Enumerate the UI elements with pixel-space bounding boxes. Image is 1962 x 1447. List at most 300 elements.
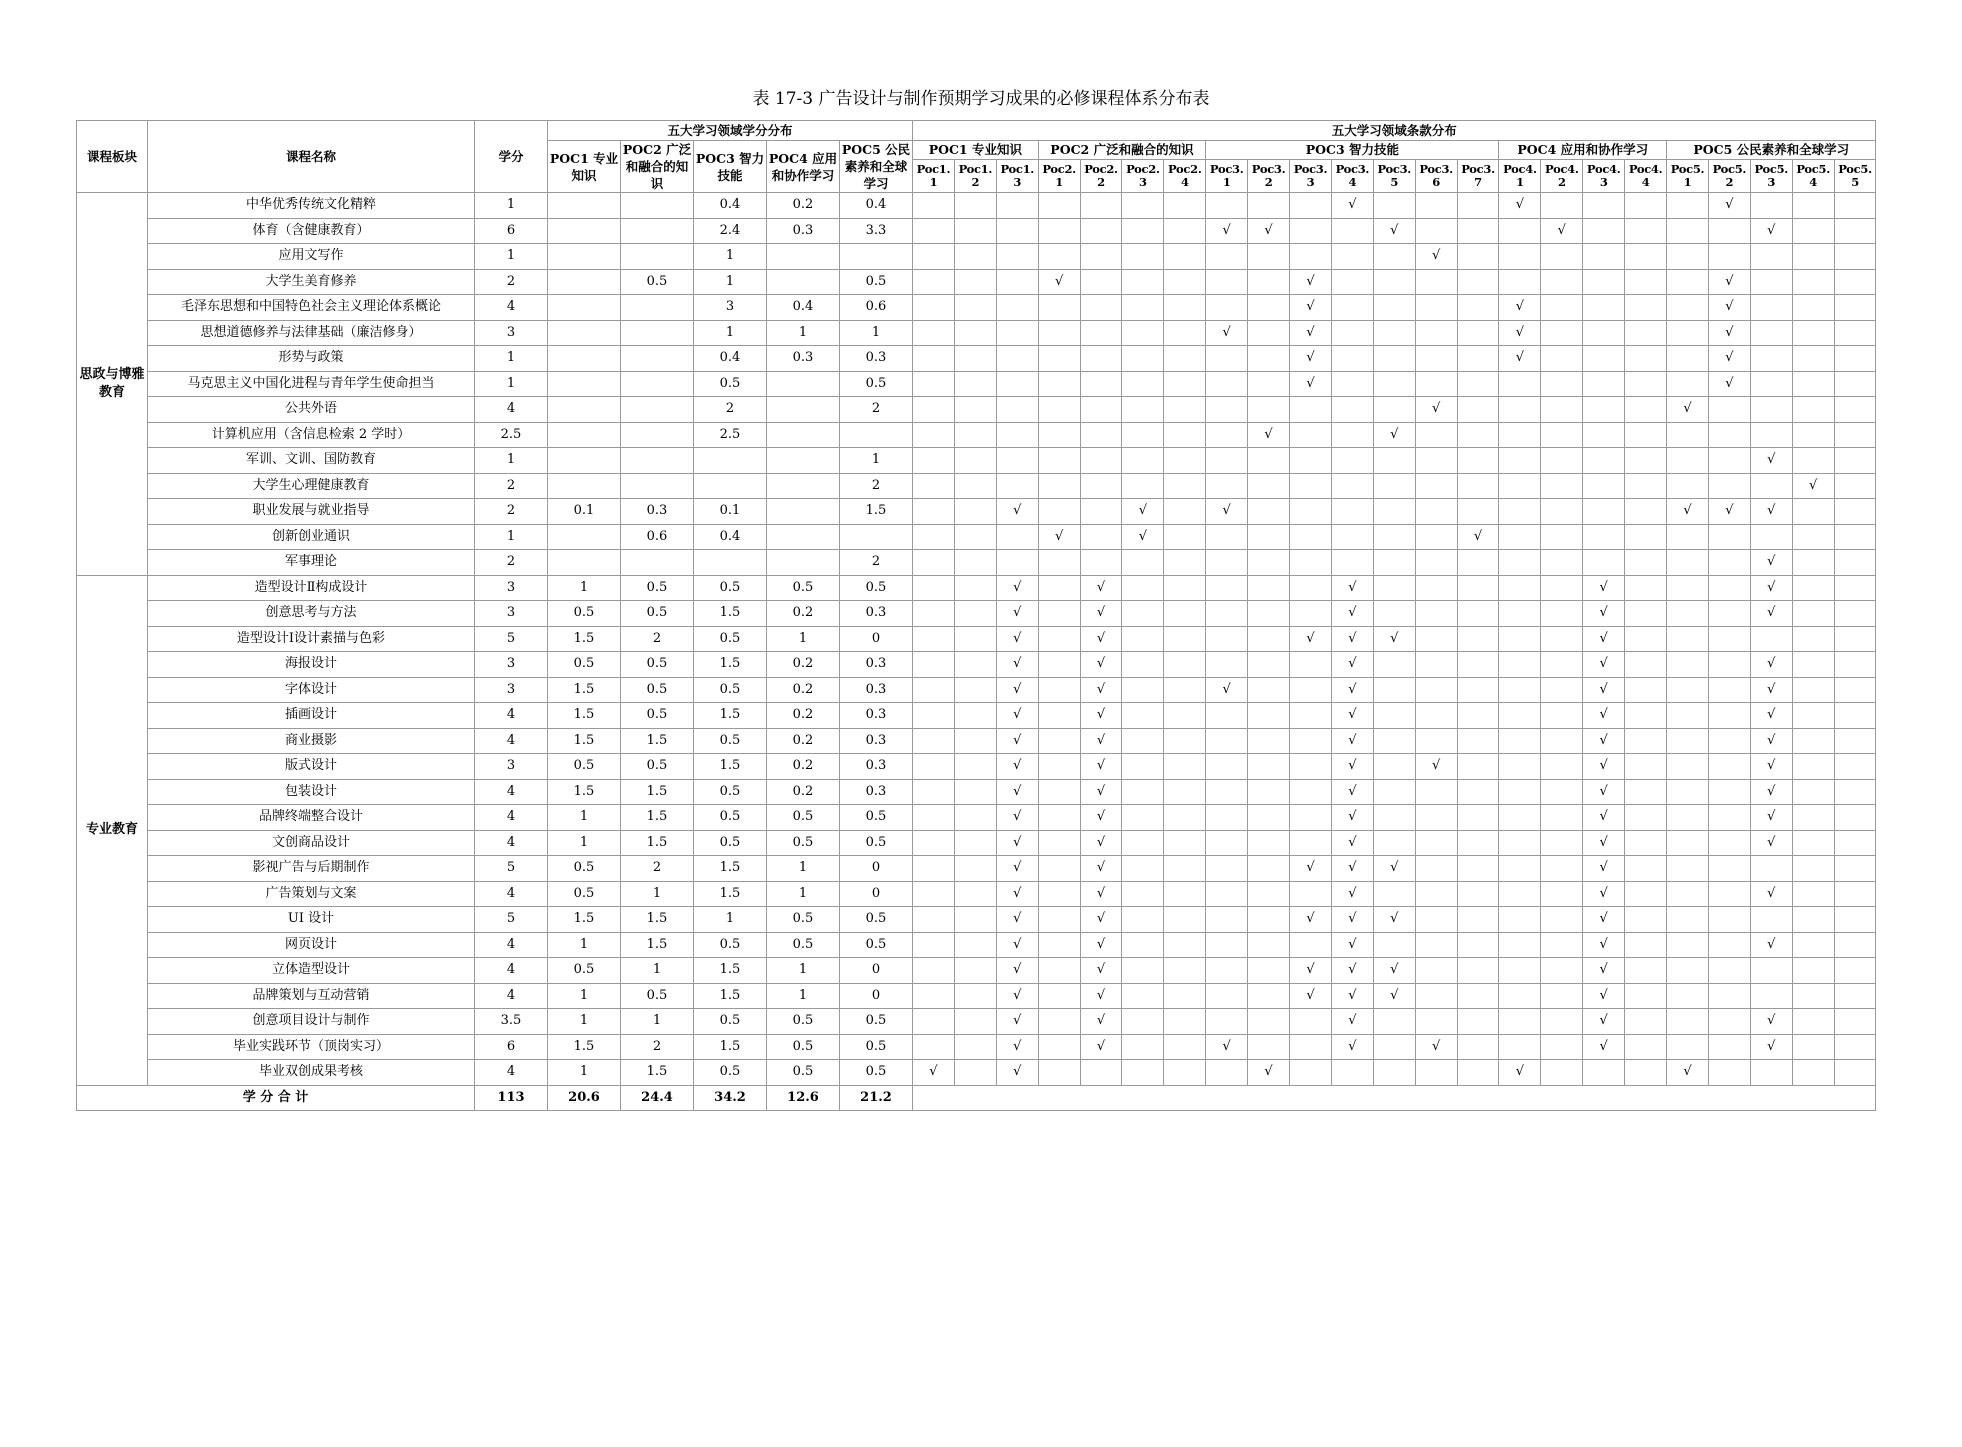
clause-cell-13 (1415, 932, 1457, 958)
clause-cell-16 (1541, 422, 1583, 448)
dist-poc3: 0.1 (694, 499, 767, 525)
dist-poc3: 0.5 (694, 830, 767, 856)
clause-cell-5 (1080, 371, 1122, 397)
check-mark: √ (1331, 907, 1373, 933)
clause-cell-2 (954, 193, 996, 219)
clause-cell-21 (1750, 193, 1792, 219)
dist-poc5 (840, 422, 913, 448)
clause-cell-10 (1290, 805, 1332, 831)
clause-cell-5 (1080, 269, 1122, 295)
clause-cell-6 (1122, 473, 1164, 499)
clause-cell-13 (1415, 779, 1457, 805)
check-mark: √ (996, 830, 1038, 856)
clause-cell-16 (1541, 1009, 1583, 1035)
clause-cell-13 (1415, 626, 1457, 652)
clause-cell-2 (954, 856, 996, 882)
clause-cell-13 (1415, 983, 1457, 1009)
clause-cell-18 (1625, 779, 1667, 805)
clause-cell-1 (913, 448, 955, 474)
dist-poc3: 1.5 (694, 652, 767, 678)
clause-cell-19 (1667, 983, 1709, 1009)
clause-cell-15 (1499, 907, 1541, 933)
clause-cell-1 (913, 346, 955, 372)
clause-cell-14 (1457, 499, 1499, 525)
clause-cell-7 (1164, 907, 1206, 933)
total-dist-poc2: 24.4 (621, 1085, 694, 1110)
check-mark: √ (1750, 805, 1792, 831)
course-credit: 4 (475, 779, 548, 805)
clause-cell-9 (1248, 1034, 1290, 1060)
check-mark: √ (1541, 218, 1583, 244)
check-mark: √ (1708, 295, 1750, 321)
clause-cell-19 (1667, 244, 1709, 270)
clause-cell-15 (1499, 856, 1541, 882)
dist-poc4: 0.2 (767, 703, 840, 729)
dist-poc4 (767, 371, 840, 397)
clause-cell-21 (1750, 397, 1792, 423)
clause-cell-7 (1164, 983, 1206, 1009)
clause-cell-14 (1457, 907, 1499, 933)
clause-cell-18 (1625, 295, 1667, 321)
dist-poc4: 1 (767, 856, 840, 882)
clause-cell-16 (1541, 1034, 1583, 1060)
dist-poc4: 1 (767, 958, 840, 984)
clause-cell-9 (1248, 728, 1290, 754)
clause-cell-10 (1290, 244, 1332, 270)
clause-cell-6 (1122, 856, 1164, 882)
table-row (77, 728, 1876, 754)
clause-cell-13 (1415, 295, 1457, 321)
clause-cell-14 (1457, 1034, 1499, 1060)
clause-cell-18 (1625, 983, 1667, 1009)
clause-cell-18 (1625, 193, 1667, 219)
header-subcol-11: Poc3. 4 (1331, 159, 1373, 192)
dist-poc2 (621, 244, 694, 270)
clause-cell-15 (1499, 1034, 1541, 1060)
course-credit: 3 (475, 754, 548, 780)
dist-poc5: 0.3 (840, 754, 913, 780)
dist-poc4: 0.2 (767, 677, 840, 703)
clause-cell-12 (1373, 244, 1415, 270)
clause-cell-14 (1457, 269, 1499, 295)
course-credit: 1 (475, 244, 548, 270)
clause-cell-22 (1792, 601, 1834, 627)
check-mark: √ (1792, 473, 1834, 499)
clause-cell-13 (1415, 1060, 1457, 1086)
clause-cell-8 (1206, 550, 1248, 576)
clause-cell-13 (1415, 193, 1457, 219)
clause-cell-15 (1499, 448, 1541, 474)
clause-cell-3 (996, 244, 1038, 270)
header-subcol-19: Poc5. 1 (1667, 159, 1709, 192)
clause-cell-6 (1122, 1034, 1164, 1060)
course-credit: 3 (475, 575, 548, 601)
check-mark: √ (996, 575, 1038, 601)
dist-poc1 (548, 448, 621, 474)
check-mark: √ (1080, 703, 1122, 729)
dist-poc1 (548, 218, 621, 244)
dist-poc1: 1.5 (548, 779, 621, 805)
check-mark: √ (1415, 1034, 1457, 1060)
clause-cell-16 (1541, 473, 1583, 499)
clause-cell-22 (1792, 805, 1834, 831)
clause-cell-18 (1625, 805, 1667, 831)
dist-poc2: 1.5 (621, 830, 694, 856)
dist-poc4: 0.4 (767, 295, 840, 321)
clause-cell-6 (1122, 346, 1164, 372)
check-mark: √ (1080, 575, 1122, 601)
clause-cell-8 (1206, 754, 1248, 780)
dist-poc3: 0.5 (694, 805, 767, 831)
clause-cell-4 (1038, 779, 1080, 805)
clause-cell-4 (1038, 958, 1080, 984)
check-mark: √ (996, 601, 1038, 627)
clause-cell-13 (1415, 830, 1457, 856)
clause-cell-7 (1164, 218, 1206, 244)
check-mark: √ (1750, 932, 1792, 958)
header-dist-poc3: POC3 智力技能 (694, 141, 767, 193)
check-mark: √ (1415, 397, 1457, 423)
course-name: 计算机应用（含信息检索 2 学时） (148, 422, 475, 448)
header-group-poc3: POC3 智力技能 (1206, 141, 1499, 160)
clause-cell-23 (1834, 907, 1876, 933)
header-group-poc2: POC2 广泛和融合的知识 (1038, 141, 1206, 160)
clause-cell-3 (996, 524, 1038, 550)
section-name: 思政与博雅教育 (77, 193, 148, 576)
table-row (77, 320, 1876, 346)
clause-cell-8 (1206, 422, 1248, 448)
check-mark: √ (1583, 907, 1625, 933)
course-credit: 4 (475, 295, 548, 321)
clause-cell-15 (1499, 830, 1541, 856)
clause-cell-10 (1290, 728, 1332, 754)
clause-cell-16 (1541, 703, 1583, 729)
check-mark: √ (996, 652, 1038, 678)
clause-cell-5 (1080, 524, 1122, 550)
clause-cell-7 (1164, 575, 1206, 601)
clause-cell-20 (1708, 983, 1750, 1009)
clause-cell-6 (1122, 830, 1164, 856)
clause-cell-14 (1457, 473, 1499, 499)
dist-poc1: 1 (548, 830, 621, 856)
course-name: 造型设计Ⅱ构成设计 (148, 575, 475, 601)
clause-cell-22 (1792, 397, 1834, 423)
clause-cell-18 (1625, 269, 1667, 295)
clause-cell-16 (1541, 830, 1583, 856)
clause-cell-9 (1248, 397, 1290, 423)
dist-poc3: 0.5 (694, 1009, 767, 1035)
check-mark: √ (1290, 320, 1332, 346)
clause-cell-19 (1667, 193, 1709, 219)
course-name: 毛泽东思想和中国特色社会主义理论体系概论 (148, 295, 475, 321)
dist-poc4 (767, 499, 840, 525)
dist-poc1 (548, 422, 621, 448)
clause-cell-21 (1750, 346, 1792, 372)
clause-cell-8 (1206, 448, 1248, 474)
clause-cell-19 (1667, 269, 1709, 295)
clause-cell-14 (1457, 983, 1499, 1009)
clause-cell-16 (1541, 652, 1583, 678)
clause-cell-9 (1248, 652, 1290, 678)
clause-cell-7 (1164, 626, 1206, 652)
check-mark: √ (1080, 677, 1122, 703)
clause-cell-14 (1457, 881, 1499, 907)
clause-cell-2 (954, 601, 996, 627)
dist-poc2: 1.5 (621, 932, 694, 958)
dist-poc4 (767, 244, 840, 270)
clause-cell-11 (1331, 346, 1373, 372)
total-dist-poc5: 21.2 (840, 1085, 913, 1110)
clause-cell-6 (1122, 575, 1164, 601)
clause-cell-4 (1038, 550, 1080, 576)
clause-cell-17 (1583, 448, 1625, 474)
check-mark: √ (1331, 601, 1373, 627)
dist-poc5: 0.5 (840, 805, 913, 831)
check-mark: √ (1583, 1009, 1625, 1035)
course-name: 公共外语 (148, 397, 475, 423)
clause-cell-21 (1750, 244, 1792, 270)
dist-poc1: 1.5 (548, 703, 621, 729)
clause-cell-10 (1290, 524, 1332, 550)
table-row (77, 983, 1876, 1009)
clause-cell-16 (1541, 244, 1583, 270)
clause-cell-20 (1708, 397, 1750, 423)
dist-poc5: 0 (840, 983, 913, 1009)
check-mark: √ (1708, 346, 1750, 372)
total-dist-poc4: 12.6 (767, 1085, 840, 1110)
clause-cell-18 (1625, 1009, 1667, 1035)
course-credit: 5 (475, 856, 548, 882)
header-course-name: 课程名称 (148, 121, 475, 193)
clause-cell-7 (1164, 1060, 1206, 1086)
check-mark: √ (1499, 320, 1541, 346)
clause-cell-6 (1122, 295, 1164, 321)
clause-cell-21 (1750, 626, 1792, 652)
clause-cell-9 (1248, 626, 1290, 652)
clause-cell-18 (1625, 856, 1667, 882)
clause-cell-2 (954, 1060, 996, 1086)
clause-cell-1 (913, 728, 955, 754)
clause-cell-6 (1122, 218, 1164, 244)
clause-cell-18 (1625, 320, 1667, 346)
clause-cell-23 (1834, 295, 1876, 321)
clause-cell-23 (1834, 1060, 1876, 1086)
header-clause-distribution: 五大学习领域条款分布 (913, 121, 1876, 141)
clause-cell-12 (1373, 320, 1415, 346)
clause-cell-18 (1625, 422, 1667, 448)
clause-cell-3 (996, 422, 1038, 448)
clause-cell-11 (1331, 269, 1373, 295)
clause-cell-8 (1206, 626, 1248, 652)
clause-cell-10 (1290, 932, 1332, 958)
header-subcol-9: Poc3. 2 (1248, 159, 1290, 192)
check-mark: √ (1373, 856, 1415, 882)
clause-cell-13 (1415, 652, 1457, 678)
clause-cell-4 (1038, 346, 1080, 372)
clause-cell-8 (1206, 881, 1248, 907)
check-mark: √ (1331, 677, 1373, 703)
clause-cell-4 (1038, 1034, 1080, 1060)
dist-poc1 (548, 473, 621, 499)
header-subcol-2: Poc1. 2 (954, 159, 996, 192)
clause-cell-12 (1373, 805, 1415, 831)
clause-cell-21 (1750, 524, 1792, 550)
clause-cell-14 (1457, 397, 1499, 423)
clause-cell-19 (1667, 346, 1709, 372)
clause-cell-3 (996, 448, 1038, 474)
clause-cell-4 (1038, 575, 1080, 601)
clause-cell-16 (1541, 550, 1583, 576)
check-mark: √ (1331, 626, 1373, 652)
clause-cell-4 (1038, 881, 1080, 907)
check-mark: √ (1080, 958, 1122, 984)
course-credit: 2 (475, 269, 548, 295)
clause-cell-3 (996, 320, 1038, 346)
check-mark: √ (1290, 856, 1332, 882)
clause-cell-22 (1792, 1060, 1834, 1086)
dist-poc5 (840, 244, 913, 270)
course-credit: 5 (475, 626, 548, 652)
check-mark: √ (1331, 754, 1373, 780)
check-mark: √ (1583, 856, 1625, 882)
clause-cell-23 (1834, 320, 1876, 346)
dist-poc3: 1 (694, 244, 767, 270)
clause-cell-14 (1457, 728, 1499, 754)
clause-cell-22 (1792, 218, 1834, 244)
clause-cell-22 (1792, 1009, 1834, 1035)
clause-cell-19 (1667, 881, 1709, 907)
check-mark: √ (1331, 703, 1373, 729)
dist-poc1: 1.5 (548, 677, 621, 703)
clause-cell-19 (1667, 728, 1709, 754)
clause-cell-8 (1206, 932, 1248, 958)
clause-cell-18 (1625, 703, 1667, 729)
clause-cell-14 (1457, 958, 1499, 984)
clause-cell-18 (1625, 754, 1667, 780)
clause-cell-21 (1750, 295, 1792, 321)
clause-cell-19 (1667, 218, 1709, 244)
clause-cell-21 (1750, 269, 1792, 295)
header-dist-poc2: POC2 广泛和融合的知识 (621, 141, 694, 193)
course-name: 思想道德修养与法律基础（廉洁修身） (148, 320, 475, 346)
dist-poc5: 3.3 (840, 218, 913, 244)
clause-cell-4 (1038, 754, 1080, 780)
dist-poc1: 1.5 (548, 626, 621, 652)
table-row (77, 550, 1876, 576)
dist-poc4: 0.3 (767, 218, 840, 244)
check-mark: √ (1750, 218, 1792, 244)
clause-cell-12 (1373, 371, 1415, 397)
check-mark: √ (1080, 856, 1122, 882)
clause-cell-20 (1708, 1034, 1750, 1060)
clause-cell-7 (1164, 295, 1206, 321)
dist-poc3 (694, 473, 767, 499)
check-mark: √ (1038, 269, 1080, 295)
header-group-poc1: POC1 专业知识 (913, 141, 1039, 160)
clause-cell-19 (1667, 652, 1709, 678)
header-subcol-13: Poc3. 6 (1415, 159, 1457, 192)
clause-cell-7 (1164, 703, 1206, 729)
header-subcol-22: Poc5. 4 (1792, 159, 1834, 192)
course-credit: 1 (475, 371, 548, 397)
dist-poc5: 0.3 (840, 728, 913, 754)
clause-cell-19 (1667, 601, 1709, 627)
clause-cell-10 (1290, 1034, 1332, 1060)
clause-cell-5 (1080, 244, 1122, 270)
clause-cell-4 (1038, 805, 1080, 831)
check-mark: √ (1583, 601, 1625, 627)
clause-cell-16 (1541, 626, 1583, 652)
dist-poc3: 0.5 (694, 1060, 767, 1086)
clause-cell-4 (1038, 830, 1080, 856)
clause-cell-7 (1164, 601, 1206, 627)
clause-cell-6 (1122, 320, 1164, 346)
clause-cell-12 (1373, 448, 1415, 474)
check-mark: √ (1206, 499, 1248, 525)
clause-cell-13 (1415, 422, 1457, 448)
check-mark: √ (1290, 907, 1332, 933)
header-subcol-17: Poc4. 3 (1583, 159, 1625, 192)
clause-cell-7 (1164, 448, 1206, 474)
clause-cell-14 (1457, 703, 1499, 729)
course-credit: 3 (475, 601, 548, 627)
check-mark: √ (1080, 754, 1122, 780)
clause-cell-15 (1499, 677, 1541, 703)
dist-poc5: 1 (840, 448, 913, 474)
clause-cell-13 (1415, 958, 1457, 984)
clause-cell-23 (1834, 958, 1876, 984)
clause-cell-2 (954, 805, 996, 831)
clause-cell-22 (1792, 371, 1834, 397)
clause-cell-22 (1792, 346, 1834, 372)
dist-poc3: 1.5 (694, 881, 767, 907)
clause-cell-6 (1122, 754, 1164, 780)
clause-cell-22 (1792, 652, 1834, 678)
clause-cell-10 (1290, 754, 1332, 780)
course-name: UI 设计 (148, 907, 475, 933)
dist-poc4 (767, 550, 840, 576)
dist-poc3: 1 (694, 907, 767, 933)
clause-cell-8 (1206, 1009, 1248, 1035)
dist-poc2: 1.5 (621, 805, 694, 831)
clause-cell-18 (1625, 652, 1667, 678)
clause-cell-16 (1541, 983, 1583, 1009)
clause-cell-11 (1331, 218, 1373, 244)
dist-poc4 (767, 448, 840, 474)
clause-cell-1 (913, 1009, 955, 1035)
clause-cell-1 (913, 524, 955, 550)
clause-cell-4 (1038, 371, 1080, 397)
clause-cell-20 (1708, 473, 1750, 499)
clause-cell-1 (913, 703, 955, 729)
table-row (77, 830, 1876, 856)
clause-cell-15 (1499, 652, 1541, 678)
dist-poc1: 1 (548, 1060, 621, 1086)
clause-cell-7 (1164, 932, 1206, 958)
check-mark: √ (1750, 1034, 1792, 1060)
clause-cell-8 (1206, 524, 1248, 550)
dist-poc2 (621, 218, 694, 244)
check-mark: √ (1750, 601, 1792, 627)
check-mark: √ (996, 499, 1038, 525)
clause-cell-1 (913, 856, 955, 882)
dist-poc3: 0.4 (694, 346, 767, 372)
clause-cell-20 (1708, 652, 1750, 678)
dist-poc2: 1 (621, 958, 694, 984)
clause-cell-9 (1248, 983, 1290, 1009)
clause-cell-13 (1415, 550, 1457, 576)
clause-cell-2 (954, 244, 996, 270)
